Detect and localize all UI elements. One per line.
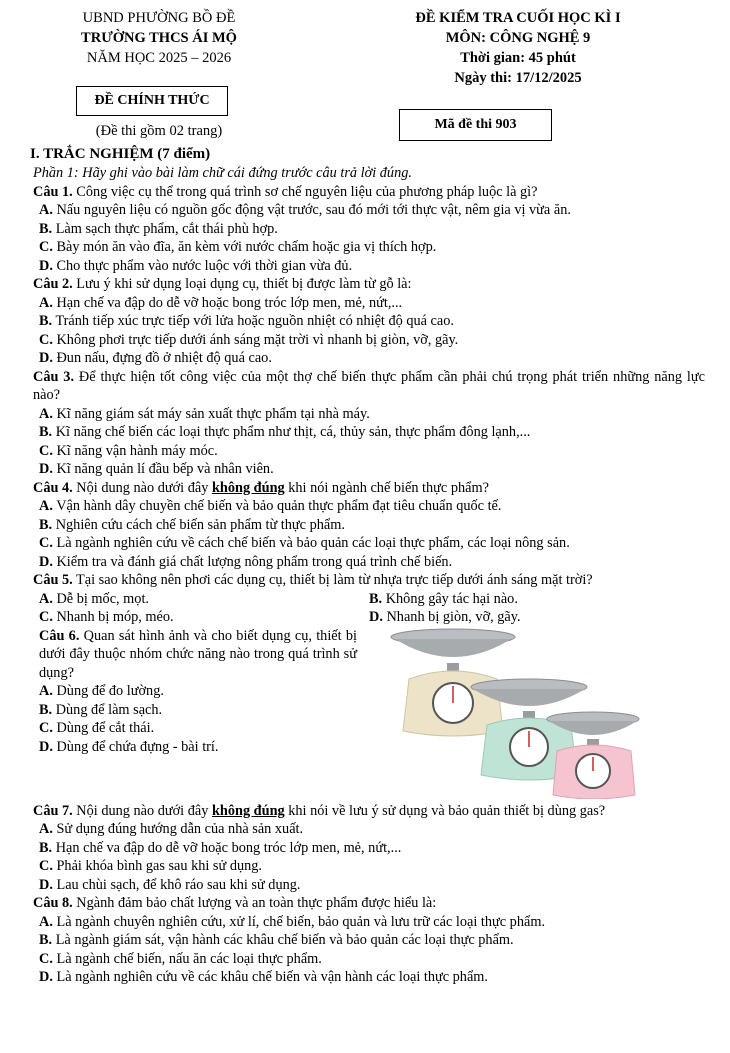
option-label: A. (39, 821, 53, 837)
option-text: Bày món ăn vào đĩa, ăn kèm với nước chấm hoặc gia vị thích hợp. (52, 239, 437, 255)
option-text: Dễ bị mốc, mọt. (52, 590, 149, 607)
question-number: Câu 2. (33, 276, 73, 292)
option-label: B. (39, 516, 53, 533)
header-left (0, 8, 318, 68)
option-label: D. (39, 350, 53, 366)
options-row-ab (33, 590, 705, 609)
official-exam-box: ĐỀ CHÍNH THỨC (76, 86, 228, 116)
option-text: Không gây tác hại nào. (382, 590, 518, 607)
option-3b (33, 423, 705, 442)
question-7 (33, 802, 705, 821)
option-2c (33, 331, 705, 350)
option-2a (33, 294, 705, 313)
option-5c (39, 608, 369, 627)
option-label: C. (39, 720, 53, 736)
question-text-pre: Nội dung nào dưới đây (72, 802, 212, 819)
subject: MÔN: CÔNG NGHỆ 9 (445, 30, 591, 46)
option-label: C. (39, 535, 53, 551)
pages-note: (Đề thi gồm 02 trang) (95, 123, 223, 139)
option-text: Phải khóa bình gas sau khi sử dụng. (52, 858, 262, 874)
option-label: D. (39, 876, 53, 893)
option-text: Cho thực phẩm vào nước luộc với thời gian vừa đủ. (52, 257, 353, 274)
question-3 (33, 368, 705, 405)
option-text: Hạn chế va đập do dễ vỡ hoặc bong tróc lớp men, mẻ, nứt,... (52, 839, 402, 856)
option-3a (33, 405, 705, 424)
question-text-post: khi nói về lưu ý sử dụng và bảo quản thiết bị dùng gas? (284, 802, 606, 819)
question-text: Để thực hiện tốt công việc của một thợ chế biến thực phẩm cần phải chú trọng phát triển những năng lực nào? (33, 368, 705, 403)
option-1a (33, 201, 705, 220)
option-text: Nghiên cứu cách chế biến sản phẩm từ thực phẩm. (52, 516, 345, 533)
option-label: C. (39, 239, 53, 255)
question-number: Câu 5. (33, 572, 73, 588)
option-text: Kĩ năng vận hành máy móc. (52, 442, 218, 459)
question-6-block (33, 627, 705, 802)
option-8b (33, 931, 705, 950)
option-text: Là ngành chế biến, nấu ăn các loại thực phẩm. (52, 950, 322, 967)
question-4 (33, 479, 705, 498)
option-4c (33, 534, 705, 553)
part-text: : Hãy ghi vào bài làm chữ cái đứng trước câu trả lời đúng. (73, 165, 412, 181)
school-name: TRƯỜNG THCS ÁI MỘ (81, 30, 237, 46)
question-number: Câu 4. (33, 479, 73, 496)
option-text: Tránh tiếp xúc trực tiếp với lửa hoặc nguồn nhiệt có nhiệt độ quá cao. (52, 313, 454, 329)
option-3d (33, 460, 705, 479)
question-text: Ngành đảm bảo chất lượng và an toàn thực phẩm được hiểu là: (72, 895, 437, 911)
header-right (318, 8, 718, 88)
option-label: B. (369, 590, 383, 607)
option-4b (33, 516, 705, 535)
question-text: Tại sao không nên phơi các dụng cụ, thiết bị làm từ nhựa trực tiếp dưới ánh sáng mặt trời? (72, 572, 593, 588)
exam-date: Ngày thi: 17/12/2025 (454, 70, 582, 86)
district-name: UBND PHƯỜNG BỒ ĐỀ (82, 10, 236, 26)
duration: Thời gian: 45 phút (460, 50, 576, 66)
option-6a (39, 682, 357, 701)
question-text-pre: Nội dung nào dưới đây (72, 479, 212, 496)
school-year: NĂM HỌC 2025 – 2026 (86, 50, 232, 66)
option-text: Nhanh bị giòn, vỡ, gãy. (382, 609, 521, 625)
option-5a (39, 590, 369, 609)
option-label: A. (39, 498, 53, 514)
option-text: Đun nấu, đựng đồ ở nhiệt độ quá cao. (52, 350, 272, 366)
question-8 (33, 894, 705, 913)
option-text: Nấu nguyên liệu có nguồn gốc động vật trước, sau đó mới tới thực vật, nêm gia vị vừa ăn. (52, 202, 571, 218)
part-label: Phần 1 (33, 165, 74, 181)
option-text: Hạn chế va đập do dễ vỡ hoặc bong tróc lớp men, mẻ, nứt,... (52, 294, 403, 311)
question-text-post: khi nói ngành chế biến thực phẩm? (284, 479, 489, 496)
question-5 (33, 571, 705, 590)
option-text: Kĩ năng giám sát máy sản xuất thực phẩm tại nhà máy. (52, 405, 370, 422)
question-text: Lưu ý khi sử dụng loại dụng cụ, thiết bị được làm từ gỗ là: (72, 276, 412, 292)
option-3c (33, 442, 705, 461)
option-label: B. (39, 313, 53, 329)
option-label: B. (39, 701, 53, 718)
option-2b (33, 312, 705, 331)
option-label: C. (39, 858, 53, 874)
option-text: Là ngành nghiên cứu về cách chế biến và bảo quản các loại thực phẩm, các loại nông sản. (52, 535, 570, 551)
option-4a (33, 497, 705, 516)
question-number: Câu 3. (33, 368, 75, 385)
option-text: Là ngành nghiên cứu về các khâu chế biến và vận hành các loại thực phẩm. (52, 969, 488, 985)
option-7a (33, 820, 705, 839)
option-label: C. (39, 442, 53, 459)
question-emphasis: không đúng (211, 802, 285, 819)
option-text: Là ngành giám sát, vận hành các khâu chế biến và bảo quản các loại thực phẩm. (52, 932, 514, 948)
option-label: D. (369, 609, 383, 625)
option-text: Kĩ năng quản lí đầu bếp và nhân viên. (52, 461, 274, 477)
option-1c (33, 238, 705, 257)
option-text: Dùng để cắt thái. (52, 720, 155, 736)
option-label: D. (39, 257, 53, 274)
option-label: D. (39, 553, 53, 570)
section-title: I. TRẮC NGHIỆM (7 điểm) (30, 146, 211, 162)
question-number: Câu 7. (33, 802, 73, 819)
question-text: Quan sát hình ảnh và cho biết dụng cụ, thiết bị dưới đây thuộc nhóm chức năng nào trong quá trình sử dụng? (39, 627, 357, 681)
option-8c (33, 950, 705, 969)
option-label: B. (39, 220, 53, 237)
option-label: A. (39, 405, 53, 422)
option-label: A. (39, 590, 53, 607)
option-6b (39, 701, 357, 720)
option-label: D. (39, 969, 53, 985)
option-text: Không phơi trực tiếp dưới ánh sáng mặt trời vì nhanh bị giòn, vỡ, gãy. (52, 331, 459, 348)
option-7c (33, 857, 705, 876)
pink-scale (547, 712, 639, 799)
option-label: C. (39, 331, 53, 348)
question-number: Câu 1. (33, 183, 73, 200)
option-4d (33, 553, 705, 572)
option-text: Kĩ năng chế biến các loại thực phẩm như thịt, cá, thủy sản, thực phẩm đông lạnh,... (52, 424, 531, 440)
option-label: B. (39, 839, 53, 856)
option-text: Nhanh bị móp, méo. (52, 609, 174, 625)
option-text: Kiểm tra và đánh giá chất lượng nông phẩm trong quá trình chế biến. (52, 553, 453, 570)
option-text: Là ngành chuyên nghiên cứu, xử lí, chế biến, bảo quản và lưu trữ các loại thực phẩm. (52, 913, 546, 930)
question-number: Câu 8. (33, 895, 73, 911)
kitchen-scales-icon (381, 619, 641, 799)
option-label: C. (39, 950, 53, 967)
option-8a (33, 913, 705, 932)
question-6 (33, 627, 357, 757)
option-6d (39, 738, 357, 757)
option-label: C. (39, 609, 53, 625)
option-label: B. (39, 424, 53, 440)
option-text: Làm sạch thực phẩm, cắt thái phù hợp. (52, 220, 278, 237)
exam-content (30, 145, 705, 987)
option-label: D. (39, 461, 53, 477)
exam-code-box: Mã đề thi 903 (399, 109, 552, 141)
option-label: A. (39, 913, 53, 930)
question-number: Câu 6. (39, 627, 80, 644)
option-label: B. (39, 932, 53, 948)
option-2d (33, 349, 705, 368)
question-2 (33, 275, 705, 294)
option-7d (33, 876, 705, 895)
option-8d (33, 968, 705, 987)
option-label: A. (39, 683, 53, 699)
option-1b (33, 220, 705, 239)
option-text: Vận hành dây chuyền chế biến và bảo quản thực phẩm đạt tiêu chuẩn quốc tế. (52, 498, 502, 514)
option-6c (39, 719, 357, 738)
option-text: Dùng để đo lường. (52, 683, 164, 699)
option-text: Dùng để làm sạch. (52, 701, 163, 718)
option-7b (33, 839, 705, 858)
option-label: D. (39, 738, 53, 755)
question-text: Công việc cụ thể trong quá trình sơ chế nguyên liệu của phương pháp luộc là gì? (72, 183, 538, 200)
option-5b (369, 590, 699, 609)
exam-title: ĐỀ KIỂM TRA CUỐI HỌC KÌ I (415, 10, 621, 26)
question-emphasis: không đúng (211, 479, 285, 496)
option-text: Lau chùi sạch, để khô ráo sau khi sử dụng. (52, 876, 301, 893)
question-6-stem (39, 627, 357, 683)
option-text: Dùng để chứa đựng - bài trí. (52, 738, 219, 755)
question-1 (33, 183, 705, 202)
option-label: A. (39, 202, 53, 218)
part-instruction (33, 164, 705, 183)
option-1d (33, 257, 705, 276)
option-text: Sử dụng đúng hướng dẫn của nhà sản xuất. (52, 821, 304, 837)
option-label: A. (39, 294, 53, 311)
